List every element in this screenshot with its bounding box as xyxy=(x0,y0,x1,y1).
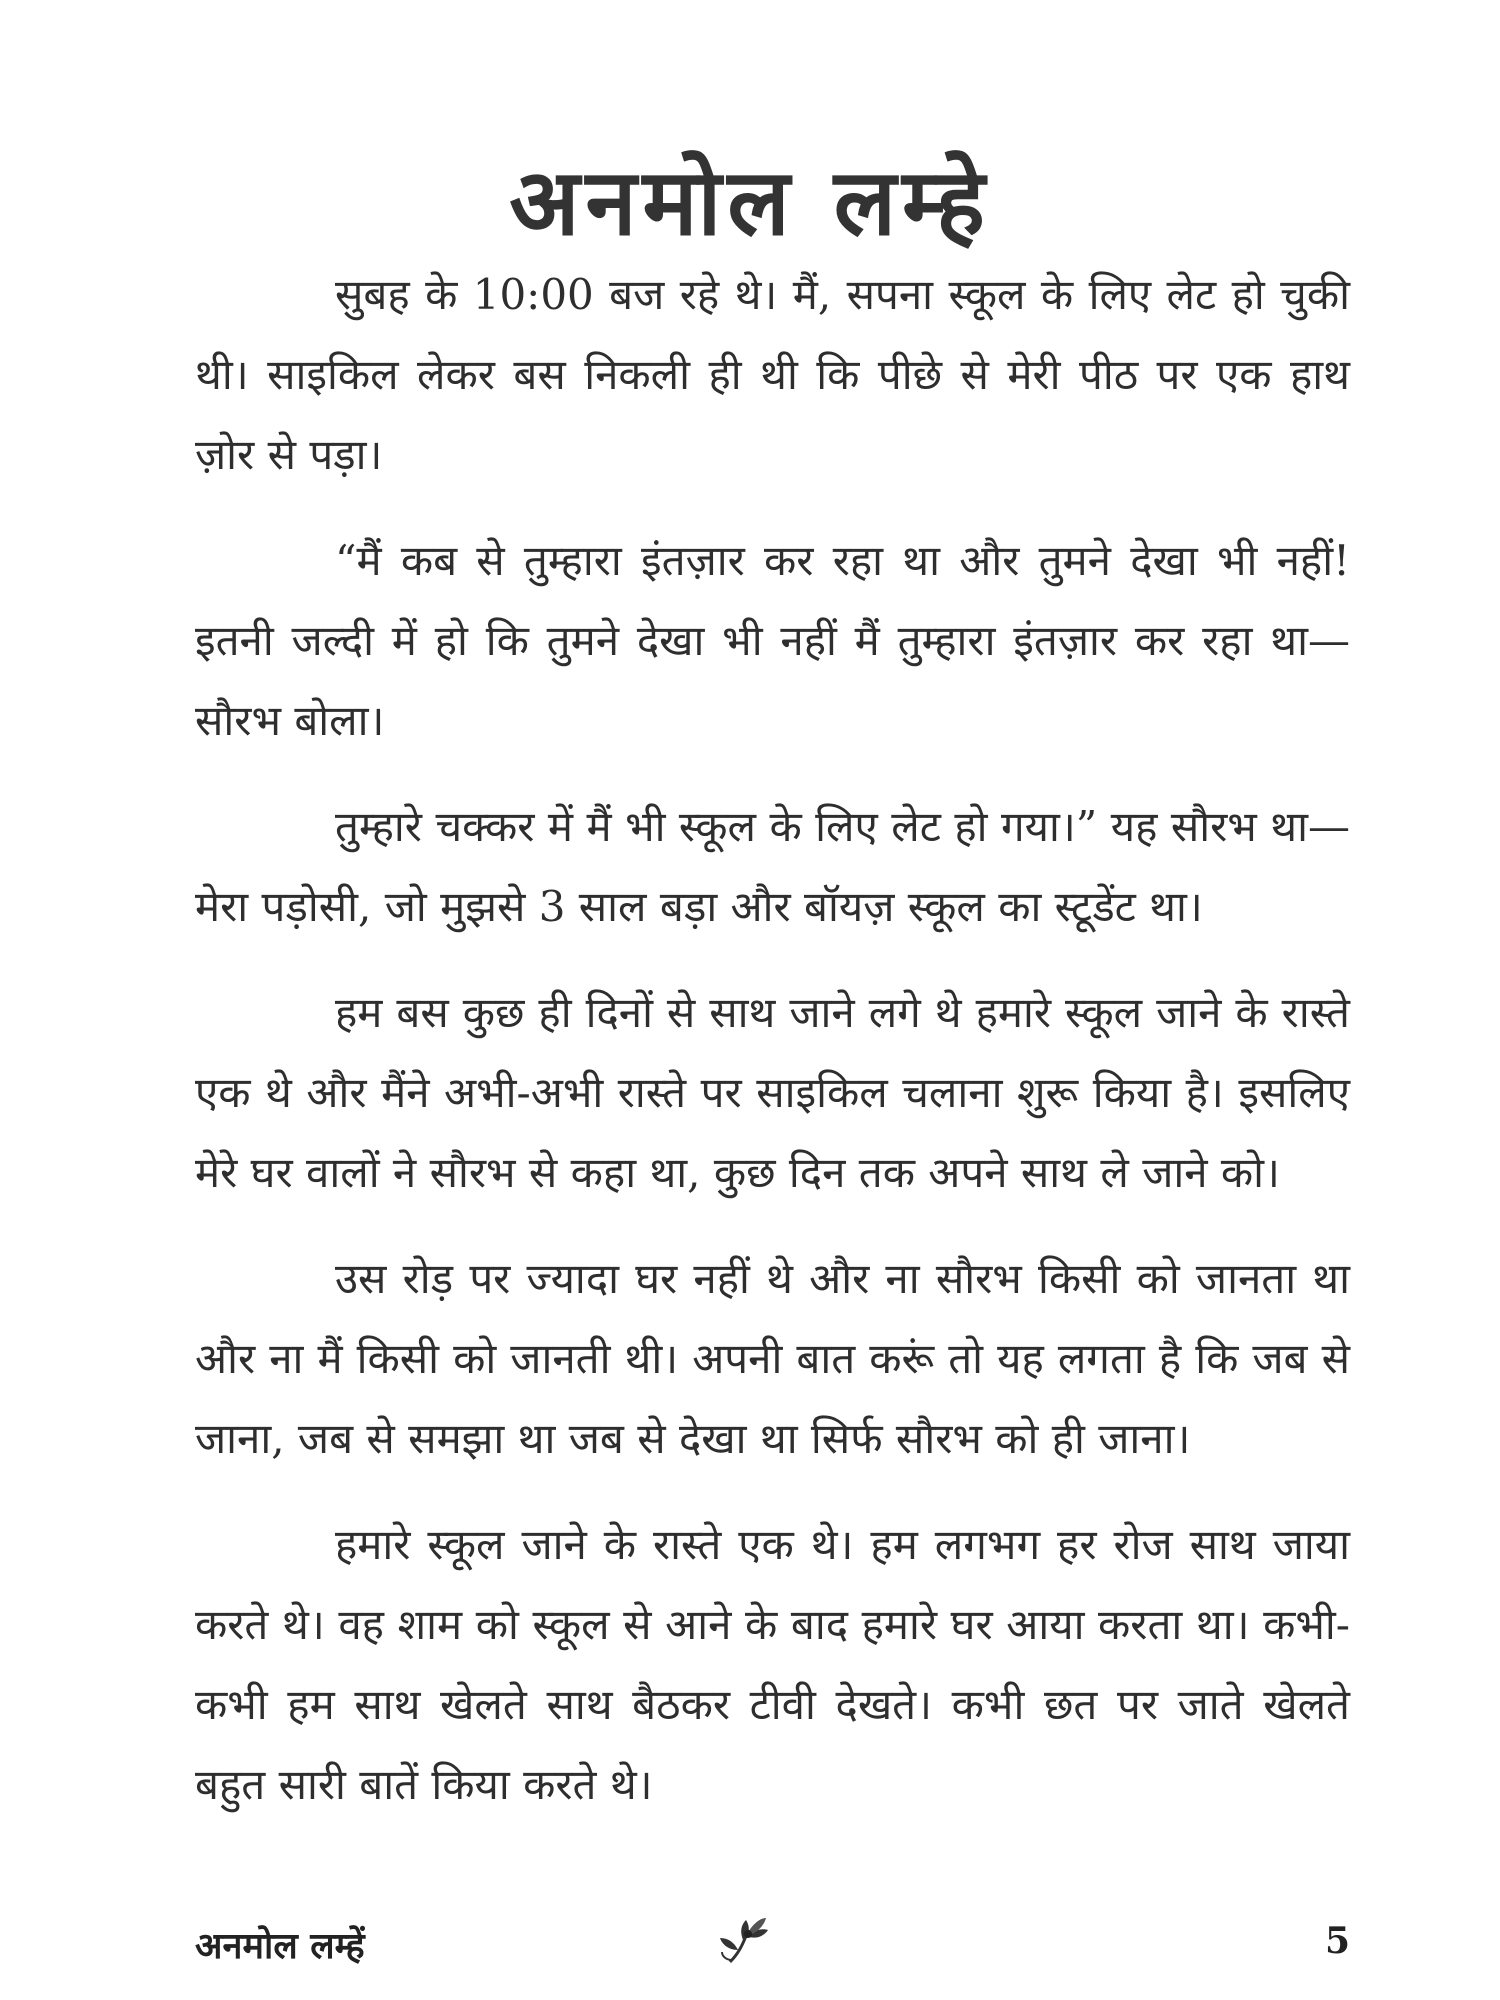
paragraph-6: हमारे स्कूल जाने के रास्ते एक थे। हम लगभग हर रोज साथ जाया करते थे। वह शाम को स्कूल से आने के बाद हमारे घर आया करता था। कभी-कभी हम साथ खेलते साथ बैठकर टीवी देखते। कभी छत पर जाते खेलते बहुत सारी बातें किया करते थे। xyxy=(195,1520,1350,1809)
paragraph-2: “मैं कब से तुम्हारा इंतज़ार कर रहा था और तुमने देखा भी नहीं! इतनी जल्दी में हो कि तुमने देखा भी नहीं मैं तुम्हारा इंतज़ार कर रहा था—सौरभ बोला। xyxy=(195,536,1350,745)
flower-ornament-icon xyxy=(710,1910,780,1970)
page-number: 5 xyxy=(1324,1920,1350,1962)
page-footer xyxy=(195,1920,1350,1980)
paragraph-5: उस रोड़ पर ज्यादा घर नहीं थे और ना सौरभ किसी को जानता था और ना मैं किसी को जानती थी। अपनी बात करूं तो यह लगता है कि जब से जाना, जब से समझा था जब से देखा था सिर्फ सौरभ को ही जाना। xyxy=(195,1254,1350,1463)
footer-book-title: अनमोल लम्हें xyxy=(195,1926,365,1967)
story-body xyxy=(195,255,1350,1851)
paragraph-4: हम बस कुछ ही दिनों से साथ जाने लगे थे हमारे स्कूल जाने के रास्ते एक थे और मैंने अभी-अभी रास्ते पर साइकिल चलाना शुरू किया है। इसलिए मेरे घर वालों ने सौरभ से कहा था, कुछ दिन तक अपने साथ ले जाने को। xyxy=(195,988,1350,1197)
paragraph-3: तुम्हारे चक्कर में मैं भी स्कूल के लिए लेट हो गया।” यह सौरभ था—मेरा पड़ोसी, जो मुझसे 3 साल बड़ा और बॉयज़ स्कूल का स्टूडेंट था। xyxy=(195,802,1350,931)
paragraph-1: सुबह के 10:00 बज रहे थे। मैं, सपना स्कूल के लिए लेट हो चुकी थी। साइकिल लेकर बस निकली ही थी कि पीछे से मेरी पीठ पर एक हाथ ज़ोर से पड़ा। xyxy=(195,270,1350,479)
page-title: अनमोल लम्हे xyxy=(509,148,991,256)
